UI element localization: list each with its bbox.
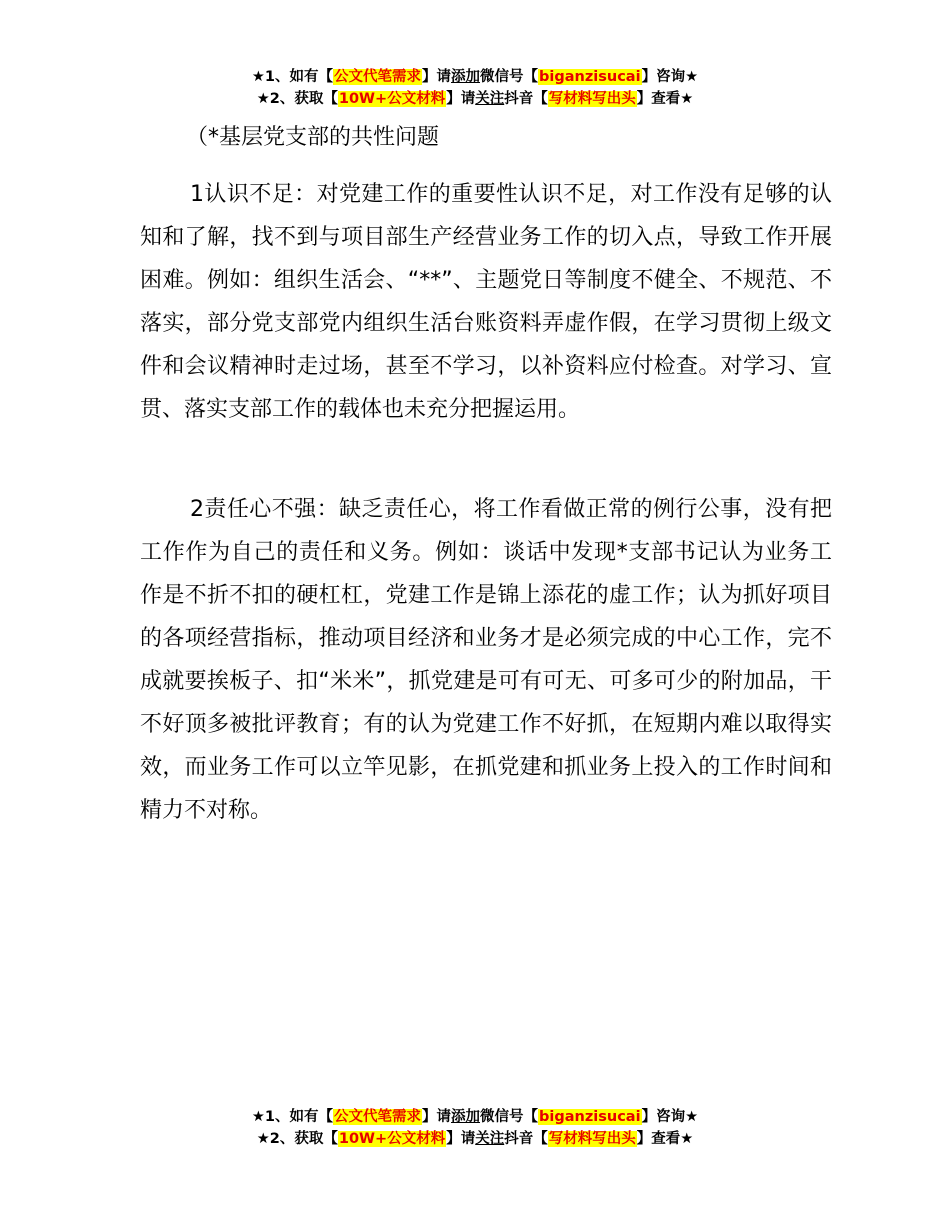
star-icon: ★ <box>251 69 265 85</box>
star-icon: ★ <box>685 1109 699 1125</box>
highlight-wechat-id: biganzisucai <box>539 1109 641 1125</box>
star-icon: ★ <box>680 91 694 107</box>
banner-text: 】查看 <box>636 1131 681 1147</box>
banner-line-2 <box>0 88 950 110</box>
banner-text: 1、如有【 <box>264 69 334 85</box>
banner-text: 】咨询 <box>641 69 686 85</box>
highlight-service: 公文代笔需求 <box>334 1109 422 1125</box>
banner-text: 】请 <box>446 1131 476 1147</box>
star-icon: ★ <box>256 1131 270 1147</box>
star-icon: ★ <box>680 1131 694 1147</box>
banner-text: 2、获取【 <box>269 91 338 107</box>
paragraph-2 <box>140 488 832 832</box>
banner-text: 抖音【 <box>504 1131 548 1147</box>
star-icon: ★ <box>256 91 270 107</box>
star-icon: ★ <box>251 1109 265 1125</box>
underlined-text: 关注 <box>475 1131 505 1147</box>
underlined-text: 添加 <box>451 1109 481 1125</box>
highlight-materials: 10W+公文材料 <box>338 1131 446 1147</box>
banner-text: 抖音【 <box>504 91 548 107</box>
section-title: （*基层党支部的共性问题 <box>186 125 440 150</box>
star-icon: ★ <box>685 69 699 85</box>
banner-line-1 <box>0 66 950 88</box>
banner-text: 2、获取【 <box>269 1131 338 1147</box>
footer-banner <box>0 1106 950 1150</box>
banner-text: 】咨询 <box>641 1109 686 1125</box>
highlight-wechat-id: biganzisucai <box>539 69 641 85</box>
highlight-materials: 10W+公文材料 <box>338 91 446 107</box>
banner-text: 】请 <box>422 69 452 85</box>
banner-text: 】请 <box>422 1109 452 1125</box>
header-banner <box>0 66 950 110</box>
highlight-service: 公文代笔需求 <box>334 69 422 85</box>
banner-text: 微信号【 <box>480 69 539 85</box>
paragraph-2-text: 2责任心不强：缺乏责任心，将工作看做正常的例行公事，没有把工作作为自己的责任和义务。例如：谈话中发现*支部书记认为业务工作是不折不扣的硬杠杠，党建工作是锦上添花的虚工作；认为抓好项目的各项经营指标，推动项目经济和业务才是必须完成的中心工作，完不成就要挨板子、扣“米米”，抓党建是可有可无、可多可少的附加品，干不好顶多被批评教育；有的认为党建工作不好抓，在短期内难以取得实效，而业务工作可以立竿见影，在抓党建和抓业务上投入的工作时间和精力不对称。 <box>140 497 832 823</box>
underlined-text: 添加 <box>451 69 481 85</box>
paragraph-1 <box>140 173 832 431</box>
banner-line-1 <box>0 1106 950 1128</box>
paragraph-1-text: 1认识不足：对党建工作的重要性认识不足，对工作没有足够的认知和了解，找不到与项目部生产经营业务工作的切入点，导致工作开展困难。例如：组织生活会、“**”、主题党日等制度不健全、不规范、不落实，部分党支部党内组织生活台账资料弄虚作假，在学习贯彻上级文件和会议精神时走过场，甚至不学习，以补资料应付检查。对学习、宣贯、落实支部工作的载体也未充分把握运用。 <box>140 182 832 422</box>
banner-text: 】请 <box>446 91 476 107</box>
banner-text: 】查看 <box>636 91 681 107</box>
banner-line-2 <box>0 1128 950 1150</box>
banner-text: 1、如有【 <box>264 1109 334 1125</box>
banner-text: 微信号【 <box>480 1109 539 1125</box>
highlight-douyin-account: 写材料写出头 <box>548 1131 636 1147</box>
highlight-douyin-account: 写材料写出头 <box>548 91 636 107</box>
underlined-text: 关注 <box>475 91 505 107</box>
